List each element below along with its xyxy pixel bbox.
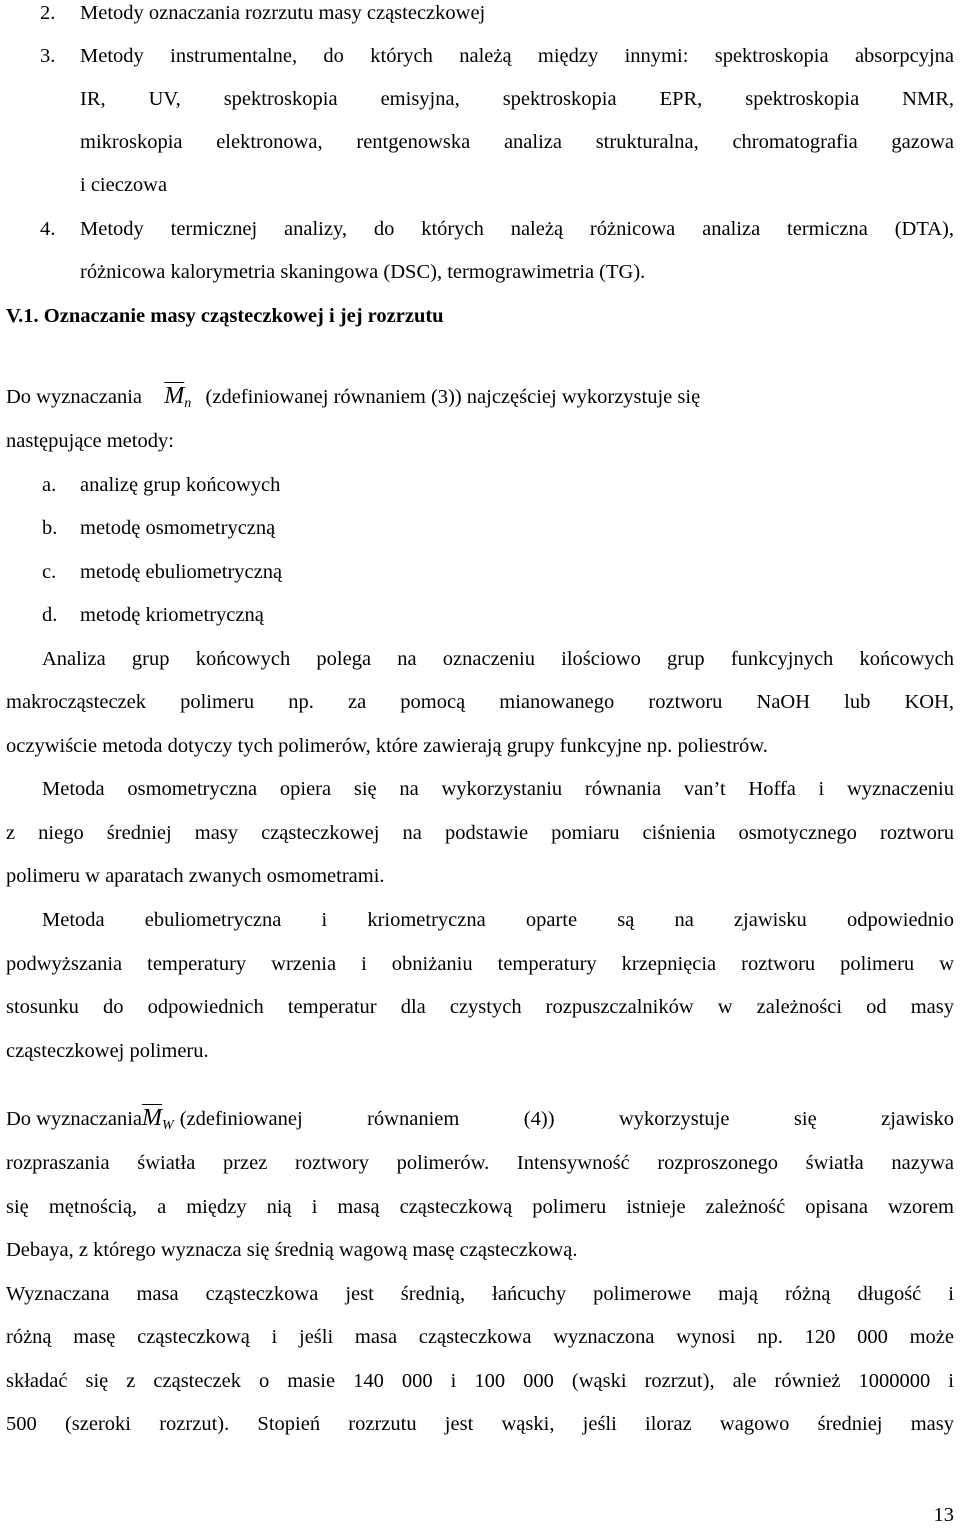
method-text: metodę ebuliometryczną [80, 561, 283, 583]
intro-line-2: następujące metody: [6, 430, 174, 452]
paragraph-line: różną masę cząsteczkową i jeśli masa cząsteczkowa wyznaczona wynosi np. 120 000 może [6, 1326, 954, 1348]
mass-weight-subscript: W [162, 1118, 174, 1133]
paragraph-line: stosunku do odpowiednich temperatur dla czystych rozpuszczalników w zależności od masy [6, 996, 954, 1018]
paragraph-line: polimeru w aparatach zwanych osmometrami. [6, 865, 385, 887]
mw-text-post: (zdefiniowanej równaniem (4)) wykorzystuje się zjawisko [179, 1108, 954, 1130]
paragraph-line: Wyznaczana masa cząsteczkowa jest średnią, łańcuchy polimerowe mają różną długość i [6, 1283, 954, 1305]
list-item-text: różnicowa kalorymetria skaningowa (DSC), termograwimetria (TG). [80, 261, 646, 283]
mass-weight-symbol: $\overline{M}$ [142, 1105, 163, 1131]
paragraph-line: Metoda osmometryczna opiera się na wykorzystaniu równania van’t Hoffa i wyznaczeniu [42, 778, 954, 800]
paragraph-line: oczywiście metoda dotyczy tych polimerów, które zawierają grupy funkcyjne np. poliestrów. [6, 735, 768, 757]
intro-line [6, 384, 700, 411]
list-number: 4. [40, 218, 56, 240]
paragraph-line: cząsteczkowej polimeru. [6, 1040, 209, 1062]
paragraph-line: podwyższania temperatury wrzenia i obniżaniu temperatury krzepnięcia roztworu polimeru w [6, 953, 954, 975]
section-heading: V.1. Oznaczanie masy cząsteczkowej i jej rozrzutu [6, 305, 444, 327]
intro-text-pre: Do wyznaczania [6, 386, 143, 408]
mean-mass-subscript: n [184, 396, 192, 411]
list-number: 3. [40, 45, 56, 67]
method-letter: b. [42, 517, 58, 539]
mean-mass-symbol: $\overline{M}$ [164, 383, 185, 409]
method-text: metodę osmometryczną [80, 517, 276, 539]
paragraph-line: rozpraszania światła przez roztwory polimerów. Intensywność rozproszonego światła nazywa [6, 1152, 954, 1174]
list-number: 2. [40, 2, 56, 24]
paragraph-line: makrocząsteczek polimeru np. za pomocą mianowanego roztworu NaOH lub KOH, [6, 691, 954, 713]
mw-text-pre: Do wyznaczania [6, 1108, 143, 1130]
mw-symbol-group [142, 1106, 174, 1133]
paragraph-line: składać się z cząsteczek o masie 140 000 i 100 000 (wąski rozrzut), ale również 1000000 i [6, 1370, 954, 1392]
list-item-text: Metody oznaczania rozrzutu masy cząsteczkowej [80, 2, 486, 24]
list-item-text: i cieczowa [80, 174, 168, 196]
method-text: metodę kriometryczną [80, 604, 264, 626]
method-letter: c. [42, 561, 57, 583]
paragraph-line: 500 (szeroki rozrzut). Stopień rozrzutu jest wąski, jeśli iloraz wagowo średniej masy [6, 1413, 954, 1435]
paragraph-line: się mętnością, a między nią i masą cząsteczkową polimeru istnieje zależność opisana wzorem [6, 1196, 954, 1218]
list-item-text: IR, UV, spektroskopia emisyjna, spektroskopia EPR, spektroskopia NMR, [80, 88, 954, 110]
paragraph-line: Debaya, z którego wyznacza się średnią wagową masę cząsteczkową. [6, 1239, 578, 1261]
list-item-text: Metody instrumentalne, do których należą między innymi: spektroskopia absorpcyjna [80, 45, 954, 67]
page-number: 13 [933, 1504, 954, 1526]
paragraph-line: Analiza grup końcowych polega na oznaczeniu ilościowo grup funkcyjnych końcowych [42, 648, 954, 670]
paragraph-line: Metoda ebuliometryczna i kriometryczna oparte są na zjawisku odpowiednio [42, 909, 954, 931]
list-item-text: mikroskopia elektronowa, rentgenowska analiza strukturalna, chromatografia gazowa [80, 131, 954, 153]
paragraph-line: z niego średniej masy cząsteczkowej na podstawie pomiaru ciśnienia osmotycznego roztworu [6, 822, 954, 844]
intro-text-post: (zdefiniowanej równaniem (3)) najczęściej wykorzystuje się [205, 386, 701, 408]
method-letter: a. [42, 474, 57, 496]
method-letter: d. [42, 604, 58, 626]
list-item-text: Metody termicznej analizy, do których należą różnicowa analiza termiczna (DTA), [80, 218, 954, 240]
method-text: analizę grup końcowych [80, 474, 281, 496]
mw-line [6, 1106, 954, 1133]
